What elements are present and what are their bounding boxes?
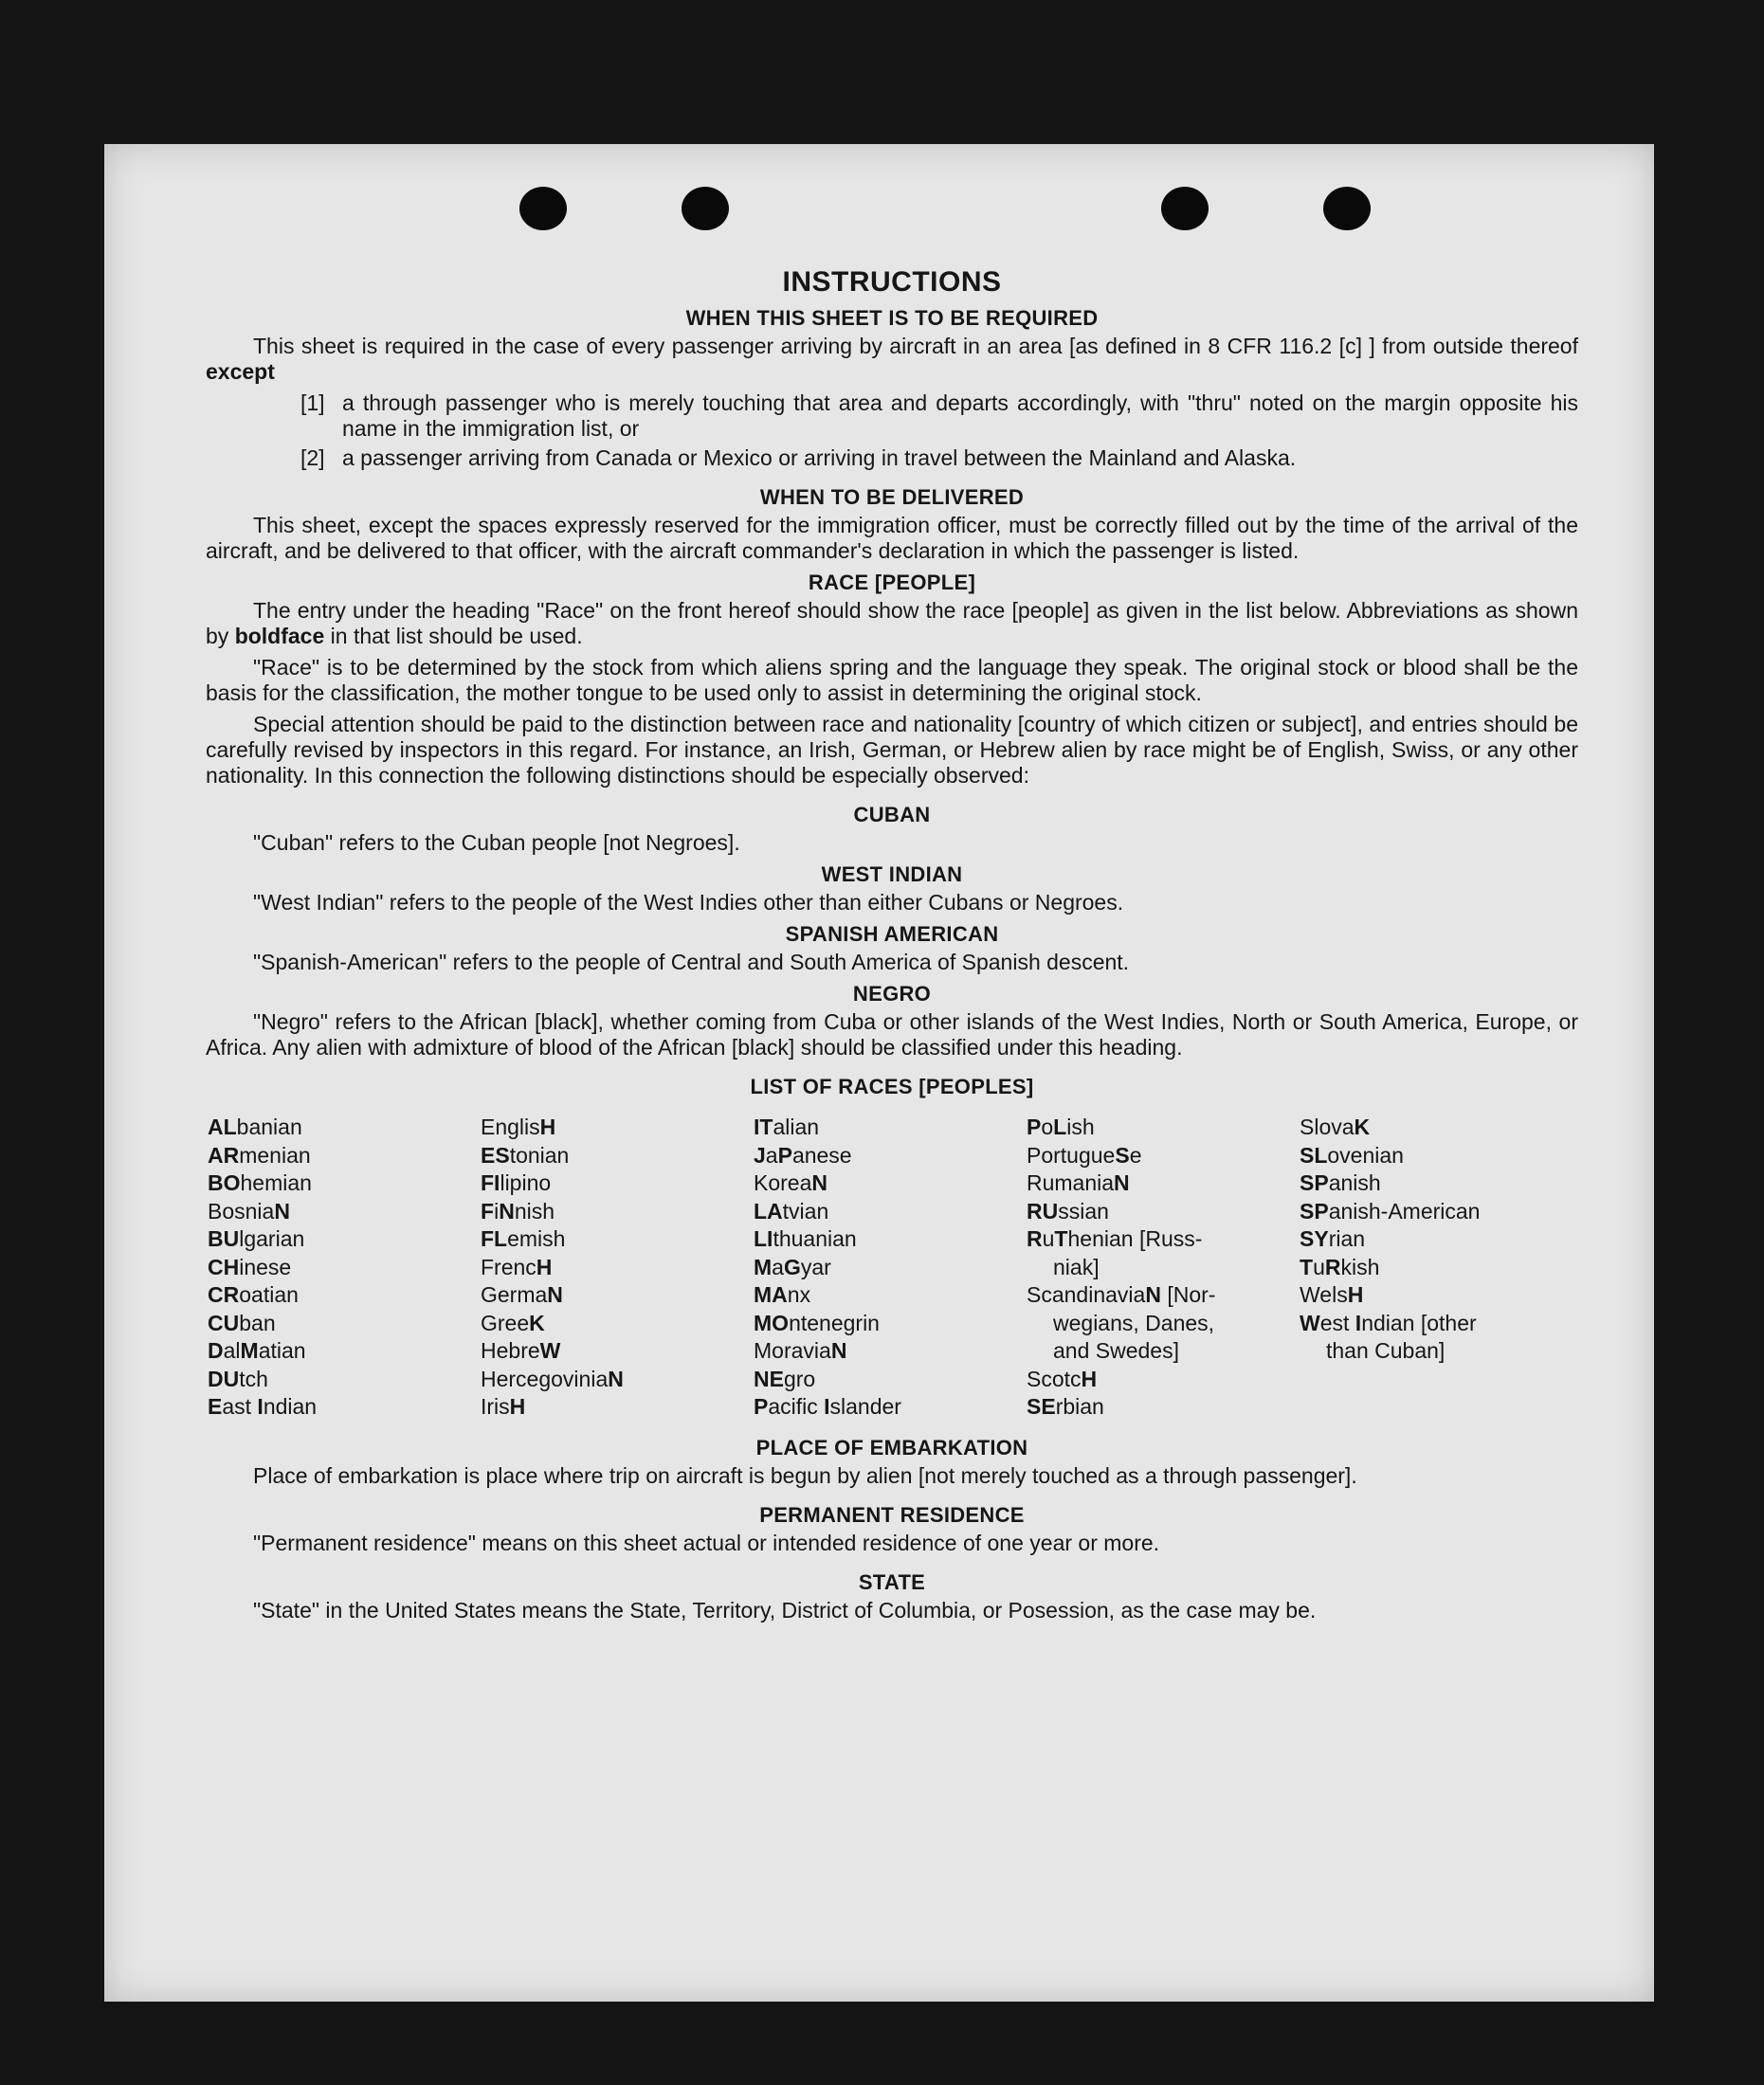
race-entry: BosniaN <box>208 1198 290 1224</box>
race-entry: TuRkish <box>1300 1254 1380 1279</box>
race-entry: MAnx <box>754 1282 811 1307</box>
race-entry: FiNnish <box>481 1198 555 1224</box>
section-heading-negro: NEGRO <box>852 982 932 1006</box>
race-entry: SPanish-American <box>1300 1198 1481 1224</box>
race-entry: SYrian <box>1300 1226 1366 1251</box>
punch-hole <box>1161 187 1209 230</box>
race-entry: RuThenian [Russ- <box>1027 1226 1203 1251</box>
race-entry: MaGyar <box>754 1254 831 1279</box>
race-column <box>754 1114 1027 1422</box>
item-number: [2] <box>300 445 325 470</box>
section-heading-residence: PERMANENT RESIDENCE <box>759 1502 1025 1527</box>
race-entry: CUban <box>208 1310 276 1335</box>
race-paragraph: The entry under the heading "Race" on the front hereof should show the race [people] as given in the list below. Abbreviations as shown by boldface in that list should be used. <box>206 598 1578 648</box>
race-entry: GermaN <box>481 1282 563 1307</box>
punch-hole <box>682 187 729 230</box>
race-entry: SPanish <box>1300 1170 1381 1195</box>
race-entry: KoreaN <box>754 1170 827 1195</box>
race-entry: niak] <box>1053 1254 1100 1279</box>
negro-text: "Negro" refers to the African [black], whether coming from Cuba or other islands of the West Indies, North or South America, Europe, or Africa. Any alien with admixture of blood of the African [black] should be classified under this heading. <box>206 1009 1578 1060</box>
item-text: a passenger arriving from Canada or Mexico or arriving in travel between the Mainland and Alaska. <box>342 445 1297 470</box>
race-entry: WelsH <box>1300 1282 1364 1307</box>
race-entry: SLovenian <box>1300 1142 1404 1168</box>
race-entry: than Cuban] <box>1326 1338 1446 1363</box>
race-entry: ScandinaviaN [Nor- <box>1027 1282 1216 1307</box>
when-delivered-text: This sheet, except the spaces expressly reserved for the immigration officer, must be correctly filled out by the time of the arrival of the aircraft, and be delivered to that officer, with the aircraft commander's declaration in which the passenger is listed. <box>206 513 1578 563</box>
race-entry: ITalian <box>754 1115 820 1139</box>
section-heading-west-indian: WEST INDIAN <box>821 862 963 886</box>
race-entry: LAtvian <box>754 1198 829 1224</box>
when-required-intro: This sheet is required in the case of every passenger arriving by aircraft in an area [as defined in 8 CFR 116.2 [c] ] from outside thereof except <box>206 334 1578 384</box>
race-entry: DalMatian <box>208 1338 306 1363</box>
race-entry: and Swedes] <box>1053 1338 1179 1363</box>
race-entry: JaPanese <box>754 1142 852 1168</box>
section-heading-embarkation: PLACE OF EMBARKATION <box>755 1435 1028 1460</box>
race-entry: DUtch <box>208 1366 268 1391</box>
instruction-sheet <box>104 144 1654 2002</box>
spanish-american-text: "Spanish-American" refers to the people of Central and South America of Spanish descent. <box>253 950 1130 974</box>
item-number: [1] <box>300 390 325 415</box>
race-entry: MOntenegrin <box>754 1310 880 1335</box>
race-column <box>1027 1114 1300 1422</box>
race-entry: LIthuanian <box>754 1226 857 1251</box>
race-entry: ALbanian <box>208 1115 302 1139</box>
race-entry: MoraviaN <box>754 1338 847 1363</box>
race-entry: West Indian [other <box>1300 1310 1477 1335</box>
race-entry: wegians, Danes, <box>1053 1310 1215 1335</box>
section-heading-when-delivered: WHEN TO BE DELIVERED <box>759 485 1025 509</box>
section-heading-spanish-american: SPANISH AMERICAN <box>785 922 999 946</box>
race-entry: HebreW <box>481 1338 561 1363</box>
race-entry: ARmenian <box>208 1142 311 1168</box>
race-entry: SlovaK <box>1300 1115 1371 1139</box>
section-heading-race: RACE [PEOPLE] <box>808 571 976 594</box>
race-list <box>206 1114 1578 1422</box>
race-entry: FLemish <box>481 1226 566 1251</box>
race-entry: EnglisH <box>481 1115 556 1139</box>
page-title: INSTRUCTIONS <box>782 266 1002 298</box>
race-entry: GreeK <box>481 1310 545 1335</box>
race-entry: FrencH <box>481 1254 553 1279</box>
race-column <box>1300 1114 1573 1422</box>
punch-hole <box>1323 187 1371 230</box>
race-entry: CHinese <box>208 1254 292 1279</box>
section-heading-when-required: WHEN THIS SHEET IS TO BE REQUIRED <box>685 306 1099 330</box>
race-entry: PortugueSe <box>1027 1142 1142 1168</box>
race-entry: Pacific Islander <box>754 1394 901 1419</box>
race-entry: FIlipino <box>481 1170 552 1195</box>
section-heading-state: STATE <box>858 1569 926 1594</box>
west-indian-text: "West Indian" refers to the people of the West Indies other than either Cubans or Negroes. <box>253 890 1124 915</box>
document-body <box>206 265 1578 1629</box>
race-entry: CRoatian <box>208 1282 299 1307</box>
list-item <box>300 390 1578 442</box>
race-entry: NEgro <box>754 1366 816 1391</box>
race-entry: RUssian <box>1027 1198 1109 1224</box>
item-text: a through passenger who is merely touching that area and departs accordingly, with "thru" noted on the margin opposite his name in the immigration list, or <box>342 390 1578 441</box>
race-entry: RumaniaN <box>1027 1170 1130 1195</box>
embarkation-text: Place of embarkation is place where trip on aircraft is begun by alien [not merely touched as a through passenger]. <box>253 1462 1357 1488</box>
race-entry: BUlgarian <box>208 1226 305 1251</box>
race-entry: HercegoviniaN <box>481 1366 624 1391</box>
race-entry: PoLish <box>1027 1115 1095 1139</box>
race-paragraph: Special attention should be paid to the distinction between race and nationality [country of which citizen or subject], and entries should be carefully revised by inspectors in this regard. For instance, an Irish, German, or Hebrew alien by race might be of English, Swiss, or any other nationality. In this connection the following distinctions should be especially observed: <box>206 712 1578 788</box>
race-paragraph: "Race" is to be determined by the stock from which aliens spring and the language they speak. The original stock or blood shall be the basis for the classification, the mother tongue to be used only to assist in determining the original stock. <box>206 655 1578 705</box>
cuban-text: "Cuban" refers to the Cuban people [not Negroes]. <box>253 830 740 855</box>
race-entry: EStonian <box>481 1142 570 1168</box>
race-entry: IrisH <box>481 1394 526 1419</box>
race-column <box>208 1114 481 1422</box>
race-entry: East Indian <box>208 1394 318 1419</box>
list-item <box>300 445 1578 471</box>
section-heading-list-of-races: LIST OF RACES [PEOPLES] <box>750 1075 1034 1098</box>
section-heading-cuban: CUBAN <box>853 803 931 826</box>
state-text: "State" in the United States means the State, Territory, District of Columbia, or Posession, as the case may be. <box>253 1597 1317 1623</box>
race-entry: SErbian <box>1027 1394 1104 1419</box>
race-column <box>481 1114 754 1422</box>
punch-hole <box>519 187 567 230</box>
residence-text: "Permanent residence" means on this sheet actual or intended residence of one year or more. <box>253 1530 1160 1555</box>
race-entry: BOhemian <box>208 1170 312 1195</box>
race-entry: ScotcH <box>1027 1366 1098 1391</box>
